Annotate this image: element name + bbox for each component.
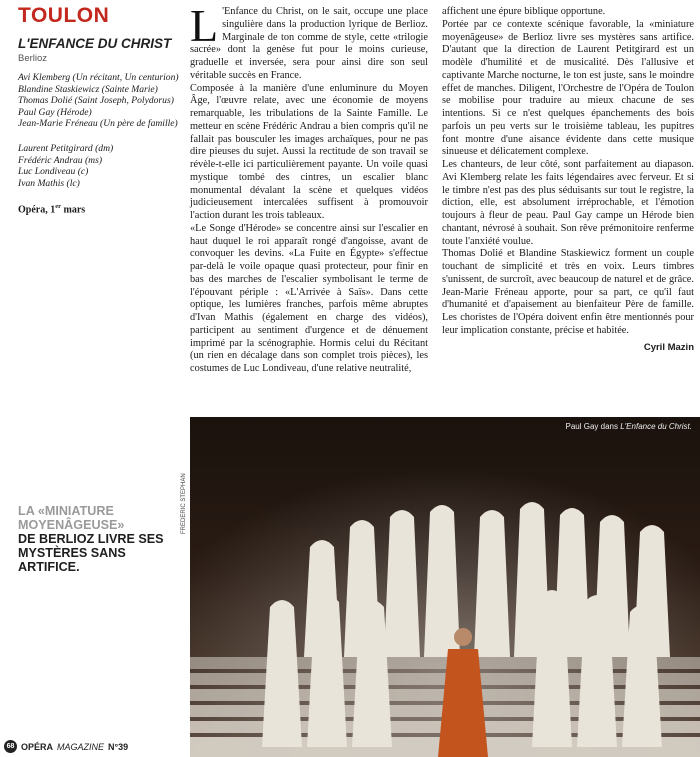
photo-credit: FRÉDÉRIC STEPHAN: [181, 473, 187, 534]
paragraph: affichent une épure biblique opportune.: [442, 6, 606, 17]
event-sup: er: [55, 203, 61, 210]
pull-quote: [18, 504, 183, 574]
cast-item: Jean-Marie Fréneau (Un père de famille): [18, 118, 178, 130]
cast-item: Blandine Staskiewicz (Sainte Marie): [18, 83, 158, 95]
pull-quote-dark: DE BERLIOZ LIVRE SES MYSTÈRES SANS ARTIFICE.: [18, 532, 164, 574]
team-item: Luc Londiveau (c): [18, 166, 89, 178]
issue-number: N°39: [108, 741, 129, 752]
paragraph: Portée par ce contexte scénique favorable, la «miniature moyenâgeuse» de Berlioz livre ses mystères sans artifice. D'autant que la direction de Laurent Petitgirard est un modèle d'humilité et de musicalité. Dès l'allusive et captivante Marche nocturne, le ton est juste, sans le moindre effet de manches. Diligent, l'Orchestre de l'Opéra de Toulon se mobilise pour traduire au mieux chacune de ses intentions. Si ce n'est quelques épanchements des bois parfois un peu verts sur le troisième tableau, les pupitres font montre d'une aisance évidente dans cette musique sinueuse et délicatement complexe.: [442, 18, 694, 158]
paragraph: Thomas Dolié et Blandine Staskiewicz forment un couple touchant de simplicité et très en voix. Leurs timbres s'unissent, de surcroît, avec beaucoup de naturel et de grâce. Jean-Marie Fréneau apporte, pour sa part, ce qu'il faut d'humanité et d'apaisement au bienfaiteur Père de famille. Les choristes de l'Opéra doivent enfin être mentionnés pour leur implication constante, précise et habitée.: [442, 248, 694, 336]
cast-list: [18, 72, 183, 130]
drop-cap: L: [190, 0, 219, 51]
stage-photo: [190, 417, 700, 757]
magazine-label: MAGAZINE: [57, 741, 105, 752]
cast-item: Paul Gay (Hérode): [18, 106, 92, 118]
team-list: [18, 143, 183, 189]
team-item: Ivan Mathis (lc): [18, 177, 80, 189]
paragraph: Composée à la manière d'une enluminure du Moyen Âge, l'œuvre relate, avec une économie de moyens remarquable, les tribulations de la Sainte Famille. Le metteur en scène Frédéric Andrau a bien compris qu'il ne fallait pas bousculer les images archaïques, pour ne pas dire pieuses du sujet. Aussi la rectitude de son travail se révèle-t-elle ici particulièrement payante. Un voile quasi mystique tombé des cintres, un escalier blanc monumental dévalant la scène et quelques vidéos judicieusement intercalées suffisent à promouvoir l'action durant les trois tableaux.: [190, 82, 428, 221]
page-footer: [4, 740, 128, 753]
performance-date: [18, 203, 85, 215]
caption-work: L'Enfance du Christ.: [620, 422, 692, 431]
paragraph: «Le Songe d'Hérode» se concentre ainsi sur l'escalier en haut duquel le roi apparaît rongé d'angoisse, avant de convoquer les devins. «La Fuite en Égypte» s'effectue par-delà le voile opaque quasi protecteur, pour finir en bas des marches de l'escalier symbolisant le terme de l'épouvant périple : «L'Arrivée à Saïs». Dans cette optique, les lumières franches, parfois même abruptes d'Ivan Mathis (également en charge des vidéos), participent au sentiment d'urgence et de dénuement imprimé par la scénographie. Hormis celui du Récitant (un rien en décalage dans son complet trois pièces), les costumes de Luc Londiveau, d'une relative neutralité,: [190, 222, 428, 374]
paragraph: Les chanteurs, de leur côté, sont parfaitement au diapason. Avi Klemberg relate les faits légendaires avec ferveur. Et si le timbre n'est pas des plus séduisants sur tout le registre, la diction, elle, est absolument irréprochable, et l'émotion toujours à fleur de peau. Paul Gay campe un Hérode bien chantant, névrosé à souhait. Son rêve prémonitoire renferme toute l'anxiété voulue.: [442, 159, 694, 247]
sidebar: [0, 0, 182, 400]
event-suffix: mars: [61, 204, 86, 216]
photo-caption: [566, 422, 693, 431]
city-kicker: TOULON: [18, 4, 110, 27]
pull-quote-grey: LA «MINIATURE MOYENÂGEUSE»: [18, 504, 125, 532]
team-item: Laurent Petitgirard (dm): [18, 143, 114, 154]
composer: Berlioz: [18, 53, 48, 64]
paragraph: [190, 0, 428, 83]
stage-scene-illustration: [190, 417, 700, 757]
article-column-1: [190, 0, 428, 376]
work-title: L'ENFANCE DU CHRIST: [18, 36, 172, 51]
cast-item: Avi Klemberg (Un récitant, Un centurion): [18, 72, 179, 83]
page-number: 68: [4, 740, 17, 753]
team-item: Frédéric Andrau (ms): [18, 154, 103, 166]
cast-item: Thomas Dolié (Saint Joseph, Polydorus): [18, 95, 174, 107]
byline: Cyril Mazin: [643, 341, 694, 353]
paragraph-text: 'Enfance du Christ, on le sait, occupe une place singulière dans la production lyrique de Berlioz. Marginale de ton comme de style, cette «trilogie sacrée» dont la genèse fut pour le moins curieuse, graduelle et inversée, sera pour ainsi dire son seul véritable succès en France.: [190, 6, 428, 81]
caption-prefix: Paul Gay dans: [565, 422, 621, 431]
event-prefix: Opéra, 1: [18, 204, 56, 216]
article-column-2: [442, 6, 694, 354]
magazine-brand: OPÉRA: [21, 741, 54, 752]
